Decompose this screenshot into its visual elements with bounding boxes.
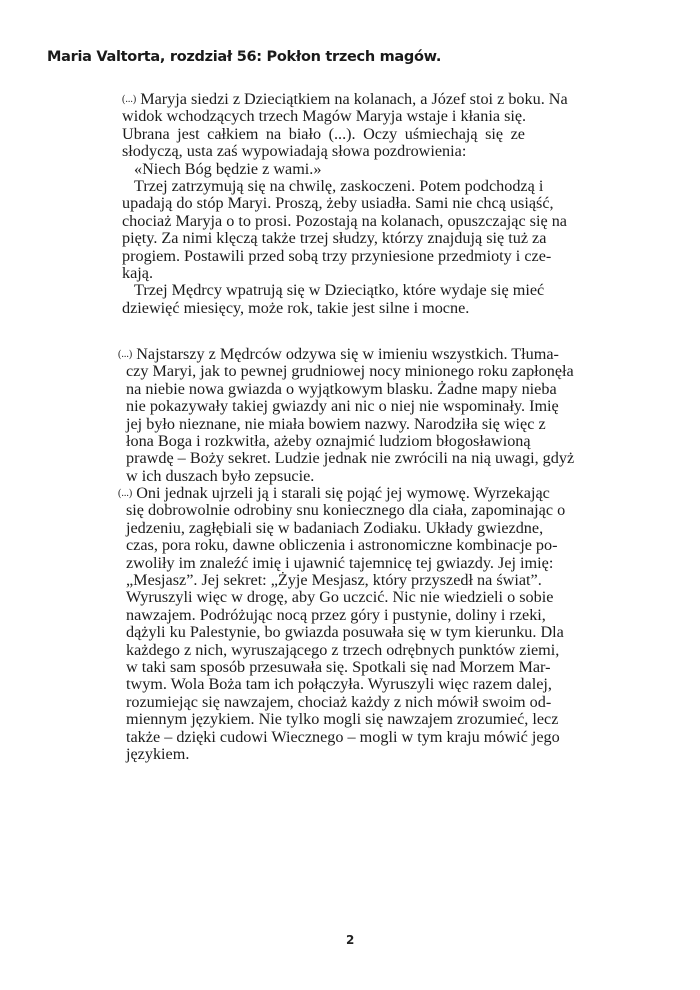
text-line: w ich duszach było zepsucie. — [126, 466, 315, 485]
text-line: dążyli ku Palestynie, bo gwiazda posuwała się w tym kierunku. Dla — [126, 623, 564, 642]
text-line: nie pokazywały takiej gwiazdy ani nic o niej nie wspominały. Imię — [126, 397, 559, 416]
text-line: twym. Wola Boża tam ich połączyła. Wyruszyli więc razem dalej, — [126, 675, 552, 694]
text-line: kają. — [122, 264, 154, 283]
text-line: rozumiejąc się nawzajem, chociaż każdy z nich mówił swoim od- — [126, 692, 552, 711]
text-line: czy Maryi, jak to pewnej grudniowej nocy minionego roku zapłonęła — [126, 362, 574, 381]
page-number: 2 — [346, 933, 355, 947]
text-line: także – dzięki cudowi Wiecznego – mogli w tym kraju mówić jego — [126, 727, 560, 746]
text-line: na niebie nowa gwiazda o wyjątkowym blasku. Żadne mapy nieba — [126, 379, 557, 398]
text-line: pięty. Za nimi klęczą także trzej słudzy, którzy znajdują się tuż za — [122, 229, 547, 248]
paragraph-block-2 — [118, 345, 575, 485]
text-line: czas, pora roku, dawne obliczenia i astronomiczne kombinacje po- — [126, 536, 558, 555]
text-line: zwoliły im znaleźć imię i ujawnić tajemnicę tej gwiazdy. Jej imię: — [126, 553, 554, 572]
paragraph-block-1 — [122, 90, 568, 317]
text-line: językiem. — [126, 745, 190, 764]
document-heading: Maria Valtorta, rozdział 56: Pokłon trzech magów. — [47, 49, 442, 65]
ellipsis-marker: (...) — [118, 488, 133, 499]
text-line: jej było nieznane, nie miała bowiem nazwy. Narodziła się więc z — [126, 414, 546, 433]
text-line: Ubrana jest całkiem na biało (...). Oczy uśmiechają się ze — [122, 124, 525, 143]
text-line: (...) Oni jednak ujrzeli ją i starali się pojąć jej wymowę. Wyrzekając — [118, 484, 550, 502]
text-line: (...) Najstarszy z Mędrców odzywa się w imieniu wszystkich. Tłuma- — [118, 345, 559, 363]
text-line: „Mesjasz”. Jej sekret: „Żyje Mesjasz, który przyszedł na świat”. — [126, 571, 542, 590]
text-line: prawdę – Boży sekret. Ludzie jednak nie zwrócili na nią uwagi, gdyż — [126, 449, 575, 468]
text-line: Trzej Mędrcy wpatrują się w Dzieciątko, które wydaje się mieć — [134, 281, 545, 300]
text-line: nawzajem. Podróżując nocą przez góry i pustynie, doliny i rzeki, — [126, 605, 546, 624]
ellipsis-marker: (...) — [122, 94, 137, 105]
text-line: każdego z nich, wyruszającego z trzech odrębnych punktów ziemi, — [126, 640, 560, 659]
text-line: się dobrowolnie odrobiny snu koniecznego dla ciała, zapominając o — [126, 501, 566, 520]
text-line: Trzej zatrzymują się na chwilę, zaskoczeni. Potem podchodzą i — [134, 177, 544, 196]
text-line: «Niech Bóg będzie z wami.» — [134, 159, 322, 178]
text-line: chociaż Maryja o to prosi. Pozostają na kolanach, opuszczając się na — [122, 211, 567, 230]
text-line: (...) Maryja siedzi z Dzieciątkiem na kolanach, a Józef stoi z boku. Na — [122, 90, 568, 108]
text-line: jedzeniu, zagłębiali się w badaniach Zodiaku. Układy gwiezdne, — [126, 518, 544, 537]
text-line: łona Boga i rozkwitła, ażeby oznajmić ludziom błogosławioną — [126, 432, 531, 451]
ellipsis-marker: (...) — [118, 349, 133, 360]
text-line: progiem. Postawili przed sobą trzy przyniesione przedmioty i cze- — [122, 246, 552, 265]
text-line: dziewięć miesięcy, może rok, takie jest silne i mocne. — [122, 298, 470, 317]
text-line: widok wchodzących trzech Magów Maryja wstaje i kłania się. — [122, 107, 527, 126]
text-line: Wyruszyli więc w drogę, aby Go uczcić. Nic nie wiedzieli o sobie — [126, 588, 554, 607]
text-line: miennym językiem. Nie tylko mogli się nawzajem zrozumieć, lecz — [126, 710, 559, 729]
text-line: słodyczą, usta zaś wypowiadają słowa pozdrowienia: — [122, 142, 467, 161]
paragraph-block-3 — [118, 484, 566, 764]
text-line: upadają do stóp Maryi. Proszą, żeby usiadła. Sami nie chcą usiąść, — [122, 194, 554, 213]
text-line: w taki sam sposób przesuwała się. Spotkali się nad Morzem Mar- — [126, 658, 551, 677]
